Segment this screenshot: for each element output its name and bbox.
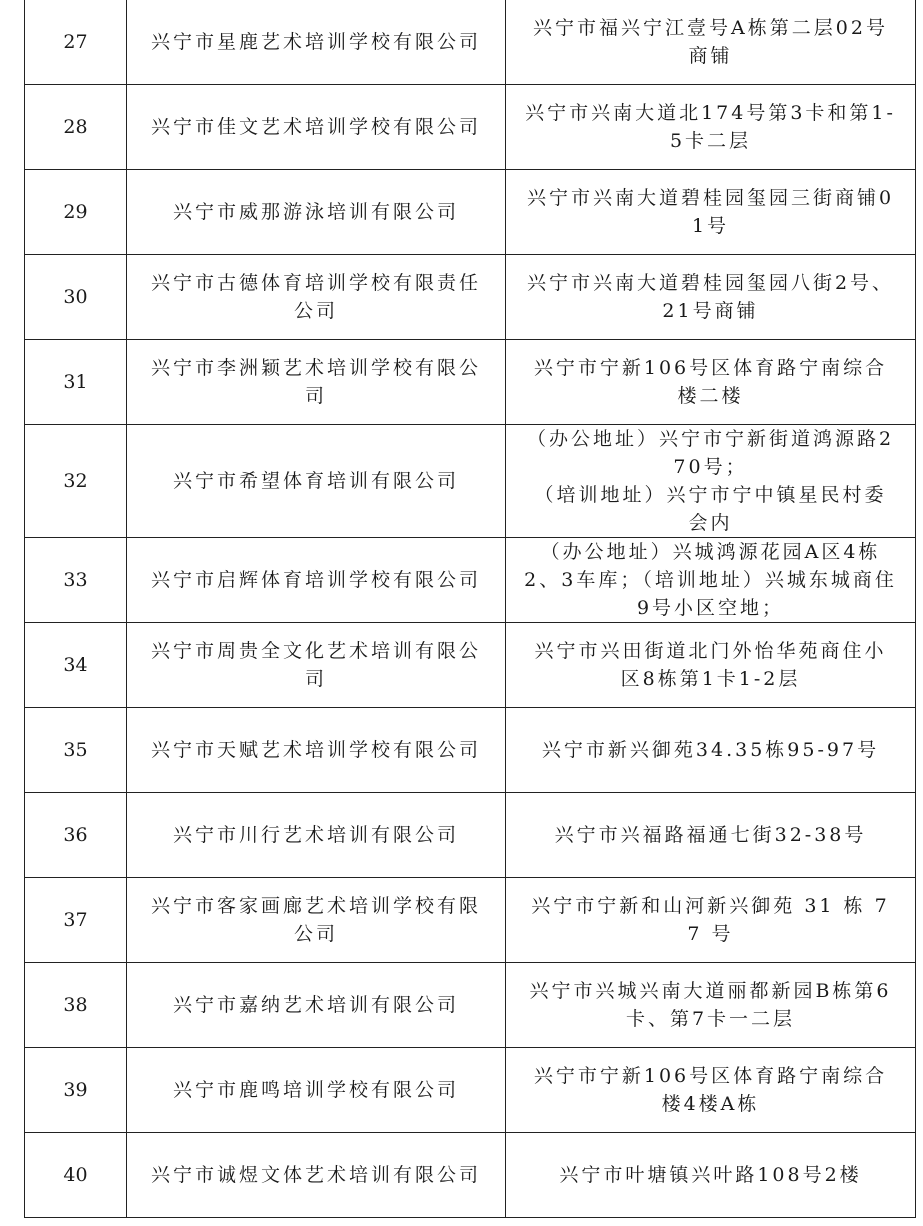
row-number: 40: [25, 1133, 127, 1218]
table-row: [25, 425, 916, 538]
table-row: [25, 0, 916, 85]
table-row: [25, 793, 916, 878]
institution-name: 兴宁市希望体育培训有限公司: [127, 425, 506, 538]
institution-address: [506, 878, 916, 963]
row-number: 27: [25, 0, 127, 85]
institution-name: 兴宁市客家画廊艺术培训学校有限公司: [127, 878, 506, 963]
institution-address: [506, 793, 916, 878]
address-line: 兴宁市福兴宁江壹号A栋第二层02号商铺: [533, 17, 888, 67]
row-number: 38: [25, 963, 127, 1048]
institution-address: [506, 963, 916, 1048]
institution-address: [506, 1048, 916, 1133]
address-line: （办公地址）兴城鸿源花园A区4栋2、3车库；（培训地址）兴城东城商住9号小区空地；: [524, 541, 897, 619]
row-number: 31: [25, 340, 127, 425]
table-row: [25, 538, 916, 623]
address-line: 兴宁市兴南大道碧桂园玺园三街商铺01号: [526, 187, 895, 237]
institution-address: [506, 623, 916, 708]
institution-address: [506, 425, 916, 538]
table-row: [25, 255, 916, 340]
institution-name: 兴宁市星鹿艺术培训学校有限公司: [127, 0, 506, 85]
institution-name: 兴宁市古德体育培训学校有限责任公司: [127, 255, 506, 340]
institution-address: [506, 1133, 916, 1218]
table-row: [25, 623, 916, 708]
table-row: [25, 1048, 916, 1133]
institution-address: [506, 538, 916, 623]
address-line: 兴宁市新兴御苑34.35栋95-97号: [541, 739, 880, 761]
row-number: 32: [25, 425, 127, 538]
row-number: 29: [25, 170, 127, 255]
table-row: [25, 878, 916, 963]
institution-name: 兴宁市李洲颖艺术培训学校有限公司: [127, 340, 506, 425]
institution-address: [506, 0, 916, 85]
institution-address: [506, 340, 916, 425]
row-number: 37: [25, 878, 127, 963]
address-line: 兴宁市叶塘镇兴叶路108号2楼: [559, 1164, 862, 1186]
table-row: [25, 170, 916, 255]
institution-name: 兴宁市鹿鸣培训学校有限公司: [127, 1048, 506, 1133]
row-number: 36: [25, 793, 127, 878]
address-line: 兴宁市兴田街道北门外怡华苑商住小区8栋第1卡1-2层: [534, 640, 887, 690]
row-number: 35: [25, 708, 127, 793]
institution-name: 兴宁市威那游泳培训有限公司: [127, 170, 506, 255]
institution-name: 兴宁市诚煜文体艺术培训有限公司: [127, 1133, 506, 1218]
institution-name: 兴宁市佳文艺术培训学校有限公司: [127, 85, 506, 170]
institution-address: [506, 85, 916, 170]
table-row: [25, 340, 916, 425]
institution-address: [506, 708, 916, 793]
address-line: 兴宁市兴城兴南大道丽都新园B栋第6卡、第7卡一二层: [529, 980, 892, 1030]
address-line: 兴宁市兴福路福通七街32-38号: [554, 824, 867, 846]
training-address-line: （培训地址）兴宁市宁中镇星民村委会内: [534, 484, 887, 534]
row-number: 34: [25, 623, 127, 708]
address-line: 兴宁市宁新106号区体育路宁南综合楼4楼A栋: [533, 1065, 888, 1115]
table-row: [25, 85, 916, 170]
institution-name: 兴宁市周贵全文化艺术培训有限公司: [127, 623, 506, 708]
institution-name: 兴宁市嘉纳艺术培训有限公司: [127, 963, 506, 1048]
address-line: 兴宁市兴南大道北174号第3卡和第1-5卡二层: [525, 102, 896, 152]
row-number: 28: [25, 85, 127, 170]
institution-name: 兴宁市川行艺术培训有限公司: [127, 793, 506, 878]
institution-name: 兴宁市启辉体育培训学校有限公司: [127, 538, 506, 623]
address-line: 兴宁市兴南大道碧桂园玺园八街2号、21号商铺: [526, 272, 895, 322]
address-line: 兴宁市宁新106号区体育路宁南综合楼二楼: [533, 357, 888, 407]
institution-address: [506, 255, 916, 340]
row-number: 33: [25, 538, 127, 623]
office-address-line: （办公地址）兴宁市宁新街道鸿源路270号；: [526, 428, 895, 478]
institution-name: 兴宁市天赋艺术培训学校有限公司: [127, 708, 506, 793]
address-line: 兴宁市宁新和山河新兴御苑 31 栋 77 号: [531, 895, 890, 945]
institution-table-wrapper: [24, 0, 915, 1218]
table-row: [25, 708, 916, 793]
row-number: 30: [25, 255, 127, 340]
institution-table: [24, 0, 916, 1218]
row-number: 39: [25, 1048, 127, 1133]
table-row: [25, 1133, 916, 1218]
table-row: [25, 963, 916, 1048]
institution-address: [506, 170, 916, 255]
